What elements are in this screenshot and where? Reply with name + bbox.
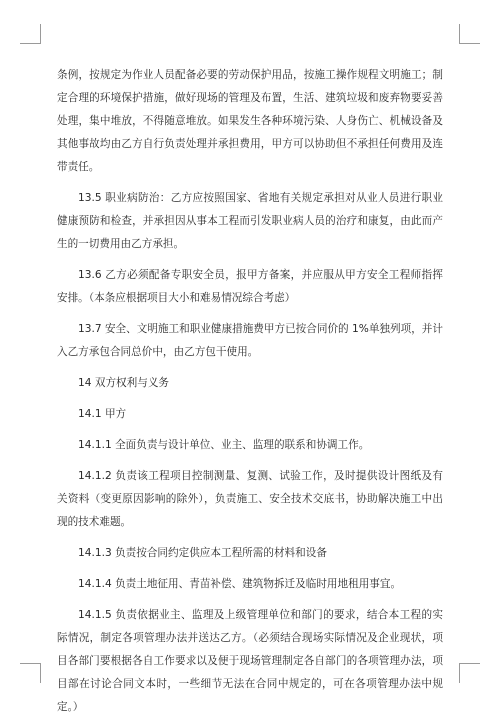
paragraph-14-1-4: 14.1.4 负责土地征用、青苗补偿、建筑物拆迁及临时用地租用事宜。 [78, 578, 402, 590]
crop-mark-bottom-right-vertical [459, 663, 460, 683]
paragraph-14-1-3: 14.1.3 负责按合同约定供应本工程所需的材料和设备 [78, 547, 327, 559]
paragraph-13-5-occupational-disease: 13.5 职业病防治：乙方应按照国家、省地有关规定承担对从业人员进行职业健康预防和检查，并承担因从事本工程而引发职业病人员的治疗和康复，由此而产生的一切费用由乙方承担。 [57, 192, 443, 250]
crop-mark-top-left-vertical [40, 24, 41, 44]
crop-mark-top-left-horizontal [20, 43, 41, 44]
crop-mark-bottom-left-vertical [40, 663, 41, 683]
crop-mark-bottom-right-horizontal [459, 663, 480, 664]
crop-mark-top-right-horizontal [459, 43, 480, 44]
paragraph-13-6-safety-officer: 13.6 乙方必须配备专职安全员，报甲方备案，并应服从甲方安全工程师指挥安排。（本条应根据项目大小和难易情况综合考虑） [57, 269, 443, 304]
document-body [57, 64, 443, 727]
paragraph-13-7-safety-fees: 13.7 安全、文明施工和职业健康措施费甲方已按合同价的 1%单独列项，并计入乙方承包合同总价中，由乙方包干使用。 [57, 323, 443, 358]
section-heading-14-1-party-a: 14.1 甲方 [78, 408, 127, 420]
paragraph-14-1-2: 14.1.2 负责该工程项目控制测量、复测、试验工作，及时提供设计图纸及有关资料（变更原因影响的除外），负责施工、安全技术交底书，协助解决施工中出现的技术难题。 [57, 470, 443, 528]
paragraph-14-1-5: 14.1.5 负责依据业主、监理及上级管理单位和部门的要求，结合本工程的实际情况，制定各项管理办法并送达乙方。（必须结合现场实际情况及企业现状，项目各部门要根据各自工作要求以及便于现场管理制定各自部门的各项管理办法，项目部在讨论合同文本时，一些细节无法在合同中规定的，可在各项管理办法中规定。） [57, 609, 443, 713]
paragraph-14-1-1: 14.1.1 全面负责与设计单位、业主、监理的联系和协调工作。 [78, 439, 370, 451]
crop-mark-top-right-vertical [459, 24, 460, 44]
paragraph-continued-safety-clause: 条例，按规定为作业人员配备必要的劳动保护用品，按施工操作规程文明施工；制定合理的环境保护措施，做好现场的管理及布置，生活、建筑垃圾和废弃物要妥善处理，集中堆放，不得随意堆放。如果发生各种环境污染、人身伤亡、机械设备及其他事故均由乙方自行负责处理并承担费用，甲方可以协助但不承担任何费用及连带责任。 [57, 69, 443, 173]
crop-mark-bottom-left-horizontal [20, 663, 41, 664]
section-heading-14-rights-obligations: 14 双方权利与义务 [78, 377, 170, 389]
